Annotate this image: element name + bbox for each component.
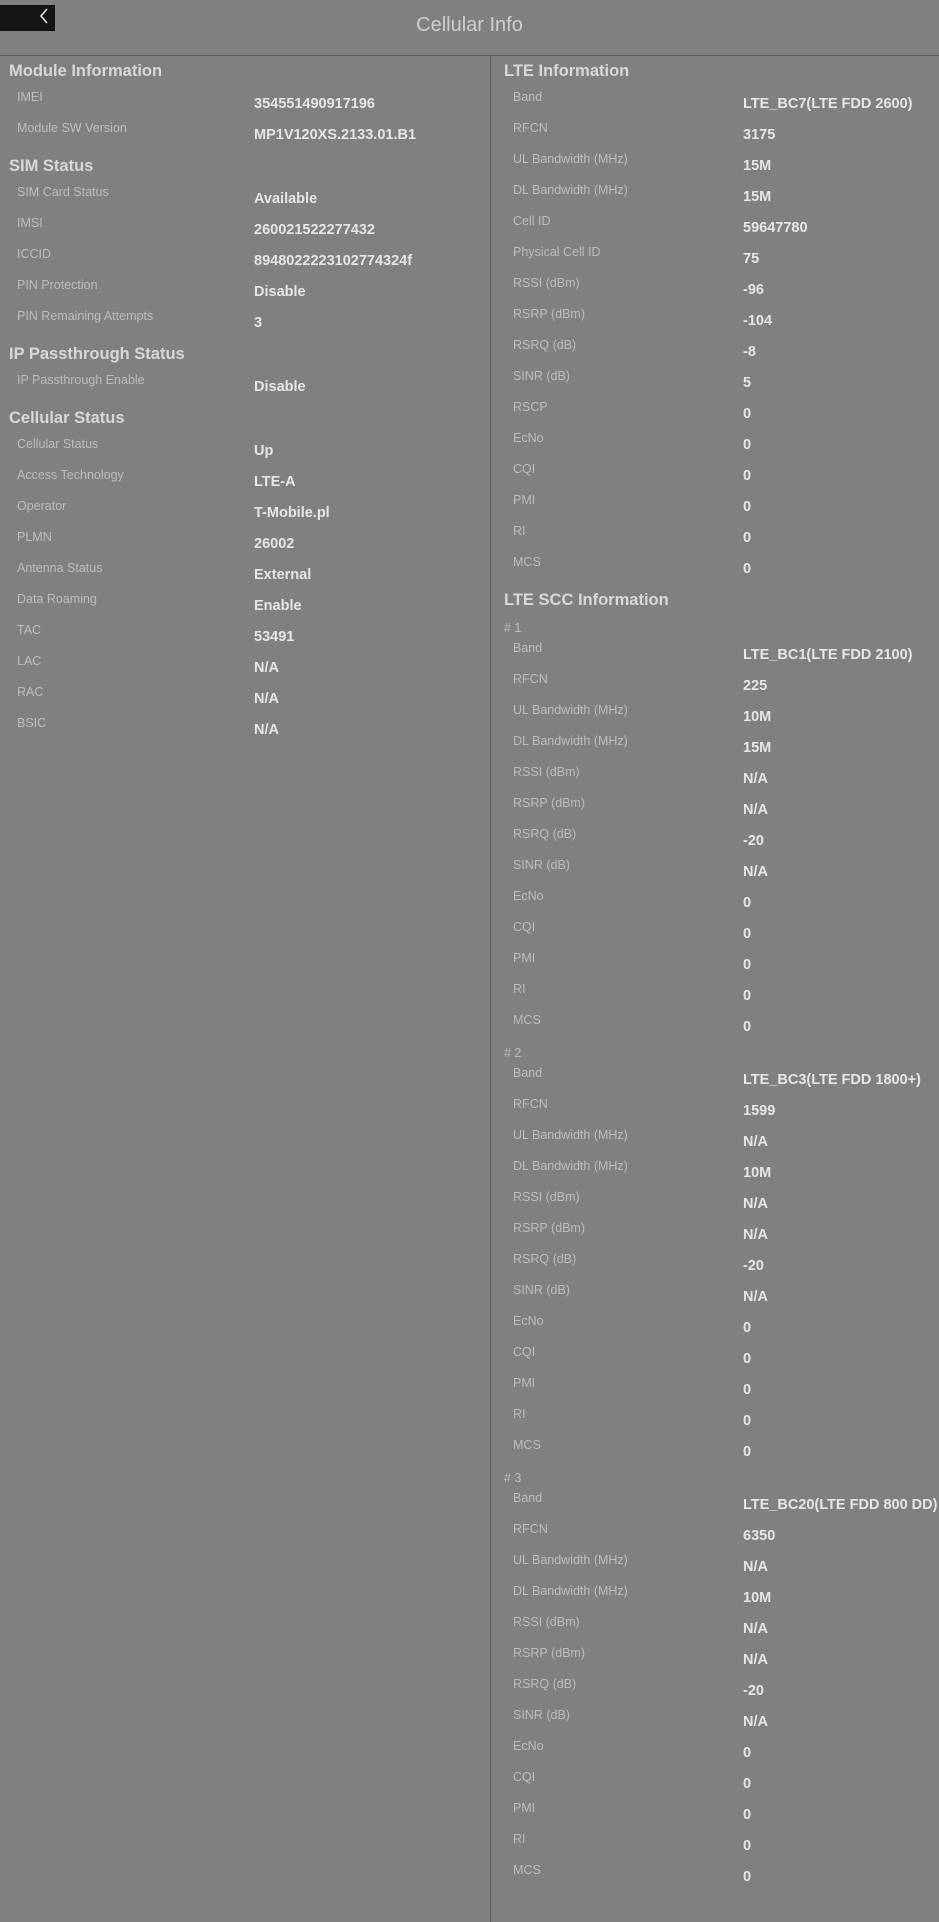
info-value: LTE-A <box>254 474 296 490</box>
info-value: 0 <box>743 1413 752 1429</box>
info-label: RSRP (dBm) <box>513 1221 586 1235</box>
info-value: 15M <box>743 189 772 205</box>
info-row-rsrq-db <box>491 1250 939 1281</box>
info-value: 0 <box>743 1444 752 1460</box>
info-label: EcNo <box>513 1314 544 1328</box>
info-value: 10M <box>743 709 772 725</box>
info-row-ul-bandwidth-mhz <box>491 1126 939 1157</box>
info-row-rssi-dbm <box>491 763 939 794</box>
info-row-rssi-dbm <box>491 274 939 305</box>
info-label: RSSI (dBm) <box>513 276 580 290</box>
info-value: 0 <box>743 1776 752 1792</box>
info-label: MCS <box>513 1438 541 1452</box>
info-row-pmi <box>491 1374 939 1405</box>
info-value: 15M <box>743 158 772 174</box>
info-row-ip-passthrough-enable <box>0 371 490 402</box>
info-label: PLMN <box>17 530 52 544</box>
info-label: RI <box>513 982 526 996</box>
info-label: Module SW Version <box>17 121 127 135</box>
info-row-sinr-db <box>491 1281 939 1312</box>
info-row-rssi-dbm <box>491 1613 939 1644</box>
info-row-mcs <box>491 1011 939 1042</box>
right-column <box>491 55 939 1892</box>
info-row-mcs <box>491 1861 939 1892</box>
info-label: RSSI (dBm) <box>513 765 580 779</box>
info-label: LAC <box>17 654 42 668</box>
info-value: Disable <box>254 379 306 395</box>
info-value: -96 <box>743 282 764 298</box>
info-value: 8948022223102774324f <box>254 253 413 269</box>
info-row-rac <box>0 683 490 714</box>
scc-group-2 <box>491 1042 939 1467</box>
info-value: 26002 <box>254 536 295 552</box>
info-row-sim-card-status <box>0 183 490 214</box>
info-value: 3175 <box>743 127 776 143</box>
info-label: Band <box>513 90 543 104</box>
info-value: 0 <box>743 957 752 973</box>
section-lte-information <box>491 55 939 584</box>
info-value: N/A <box>743 1652 768 1668</box>
info-label: RFCN <box>513 672 548 686</box>
info-row-dl-bandwidth-mhz <box>491 732 939 763</box>
info-label: Band <box>513 1491 543 1505</box>
info-value: 0 <box>743 1382 752 1398</box>
info-row-mcs <box>491 553 939 584</box>
section-ip-passthrough-status <box>0 338 490 402</box>
info-label: RSRP (dBm) <box>513 1646 586 1660</box>
info-row-plmn <box>0 528 490 559</box>
info-value: Up <box>254 443 274 459</box>
info-value: N/A <box>743 1134 768 1150</box>
info-row-rfcn <box>491 119 939 150</box>
info-row-dl-bandwidth-mhz <box>491 1582 939 1613</box>
info-row-rsrq-db <box>491 336 939 367</box>
info-row-operator <box>0 497 490 528</box>
info-label: DL Bandwidth (MHz) <box>513 1584 628 1598</box>
info-label: RSSI (dBm) <box>513 1190 580 1204</box>
info-label: IMEI <box>17 90 43 104</box>
left-column <box>0 55 490 745</box>
info-value: N/A <box>743 864 768 880</box>
info-label: EcNo <box>513 1739 544 1753</box>
info-value: N/A <box>254 722 279 738</box>
info-value: Disable <box>254 284 306 300</box>
info-value: N/A <box>743 802 768 818</box>
info-label: CQI <box>513 1345 536 1359</box>
info-row-pmi <box>491 1799 939 1830</box>
info-row-rsrp-dbm <box>491 1219 939 1250</box>
info-row-rssi-dbm <box>491 1188 939 1219</box>
info-row-ri <box>491 980 939 1011</box>
info-value: N/A <box>743 1714 768 1730</box>
info-row-ri <box>491 1405 939 1436</box>
info-value: 0 <box>743 406 752 422</box>
info-value: 0 <box>743 437 752 453</box>
info-value: 10M <box>743 1590 772 1606</box>
section-title: Module Information <box>9 62 163 80</box>
info-row-band <box>491 1064 939 1095</box>
info-row-sinr-db <box>491 367 939 398</box>
info-label: Cellular Status <box>17 437 99 451</box>
info-label: IP Passthrough Enable <box>17 373 145 387</box>
info-value: 0 <box>743 1807 752 1823</box>
info-row-physical-cell-id <box>491 243 939 274</box>
info-value: 10M <box>743 1165 772 1181</box>
info-label: DL Bandwidth (MHz) <box>513 734 628 748</box>
info-value: N/A <box>254 660 279 676</box>
info-row-cell-id <box>491 212 939 243</box>
info-row-rfcn <box>491 1520 939 1551</box>
info-value: Enable <box>254 598 302 614</box>
info-value: -20 <box>743 1683 764 1699</box>
info-label: RSSI (dBm) <box>513 1615 580 1629</box>
info-row-ecno <box>491 1312 939 1343</box>
info-value: 15M <box>743 740 772 756</box>
info-value: N/A <box>743 771 768 787</box>
info-row-rsrp-dbm <box>491 1644 939 1675</box>
scc-group-heading: # 2 <box>504 1046 522 1060</box>
scc-group-heading: # 1 <box>504 621 522 635</box>
info-row-module-sw-version <box>0 119 490 150</box>
info-row-bsic <box>0 714 490 745</box>
scc-group-3 <box>491 1467 939 1892</box>
info-row-rsrq-db <box>491 1675 939 1706</box>
info-label: DL Bandwidth (MHz) <box>513 183 628 197</box>
info-label: RSRQ (dB) <box>513 338 577 352</box>
info-value: 0 <box>743 499 752 515</box>
info-label: Data Roaming <box>17 592 97 606</box>
info-value: 0 <box>743 1320 752 1336</box>
info-value: N/A <box>743 1227 768 1243</box>
info-value: 0 <box>743 895 752 911</box>
section-lte-scc-information <box>491 584 939 1892</box>
info-value: 0 <box>743 530 752 546</box>
info-label: UL Bandwidth (MHz) <box>513 152 628 166</box>
info-value: 5 <box>743 375 752 391</box>
info-value: Available <box>254 191 318 207</box>
info-value: N/A <box>254 691 279 707</box>
info-row-antenna-status <box>0 559 490 590</box>
info-label: RSRQ (dB) <box>513 1677 577 1691</box>
info-row-ul-bandwidth-mhz <box>491 150 939 181</box>
info-label: Physical Cell ID <box>513 245 601 259</box>
scc-group-1 <box>491 617 939 1042</box>
info-row-ecno <box>491 887 939 918</box>
section-title: IP Passthrough Status <box>9 345 185 363</box>
info-row-rsrq-db <box>491 825 939 856</box>
info-row-rsrp-dbm <box>491 794 939 825</box>
info-label: SINR (dB) <box>513 1283 570 1297</box>
info-label: Access Technology <box>17 468 124 482</box>
info-row-cqi <box>491 1768 939 1799</box>
info-label: RSCP <box>513 400 548 414</box>
info-row-cqi <box>491 918 939 949</box>
info-value: N/A <box>743 1289 768 1305</box>
info-value: N/A <box>743 1196 768 1212</box>
info-value: T-Mobile.pl <box>254 505 330 521</box>
info-label: PMI <box>513 1376 536 1390</box>
info-value: -8 <box>743 344 756 360</box>
info-label: BSIC <box>17 716 47 730</box>
info-label: SIM Card Status <box>17 185 109 199</box>
info-value: 59647780 <box>743 220 808 236</box>
info-value: 75 <box>743 251 760 267</box>
info-row-cqi <box>491 1343 939 1374</box>
info-label: MCS <box>513 1013 541 1027</box>
info-label: Band <box>513 1066 543 1080</box>
info-label: RI <box>513 524 526 538</box>
info-value: LTE_BC7(LTE FDD 2600) <box>743 96 913 112</box>
info-row-ul-bandwidth-mhz <box>491 701 939 732</box>
info-value: N/A <box>743 1621 768 1637</box>
info-label: CQI <box>513 920 536 934</box>
info-row-rfcn <box>491 1095 939 1126</box>
info-row-cellular-status <box>0 435 490 466</box>
section-cellular-status <box>0 402 490 745</box>
info-row-ri <box>491 1830 939 1861</box>
info-label: RI <box>513 1832 526 1846</box>
info-label: PIN Protection <box>17 278 98 292</box>
info-label: EcNo <box>513 889 544 903</box>
info-label: RFCN <box>513 1097 548 1111</box>
info-label: SINR (dB) <box>513 1708 570 1722</box>
info-label: CQI <box>513 462 536 476</box>
info-label: RFCN <box>513 1522 548 1536</box>
info-row-band <box>491 88 939 119</box>
info-label: Operator <box>17 499 67 513</box>
info-label: RSRP (dBm) <box>513 796 586 810</box>
section-title: LTE Information <box>504 62 630 80</box>
info-label: PIN Remaining Attempts <box>17 309 154 323</box>
info-row-rsrp-dbm <box>491 305 939 336</box>
info-label: MCS <box>513 1863 541 1877</box>
info-label: IMSI <box>17 216 43 230</box>
info-label: RFCN <box>513 121 548 135</box>
info-row-rfcn <box>491 670 939 701</box>
info-label: PMI <box>513 1801 536 1815</box>
header-bar <box>0 0 939 56</box>
info-value: -20 <box>743 1258 764 1274</box>
info-label: RAC <box>17 685 44 699</box>
info-row-ecno <box>491 1737 939 1768</box>
info-value: 0 <box>743 926 752 942</box>
info-row-tac <box>0 621 490 652</box>
info-row-ul-bandwidth-mhz <box>491 1551 939 1582</box>
info-value: 0 <box>743 561 752 577</box>
info-label: UL Bandwidth (MHz) <box>513 1128 628 1142</box>
info-value: 0 <box>743 1869 752 1885</box>
info-row-dl-bandwidth-mhz <box>491 1157 939 1188</box>
info-label: RI <box>513 1407 526 1421</box>
info-value: LTE_BC1(LTE FDD 2100) <box>743 647 913 663</box>
info-value: 1599 <box>743 1103 776 1119</box>
info-value: 0 <box>743 1019 752 1035</box>
info-label: MCS <box>513 555 541 569</box>
info-value: 354551490917196 <box>254 96 375 112</box>
info-label: Antenna Status <box>17 561 103 575</box>
info-value: External <box>254 567 312 583</box>
info-row-pin-protection <box>0 276 490 307</box>
info-row-ri <box>491 522 939 553</box>
info-label: DL Bandwidth (MHz) <box>513 1159 628 1173</box>
info-value: 0 <box>743 1745 752 1761</box>
info-value: 3 <box>254 315 263 331</box>
info-value: 0 <box>743 1351 752 1367</box>
info-value: 260021522277432 <box>254 222 375 238</box>
info-value: LTE_BC20(LTE FDD 800 DD) <box>743 1497 938 1513</box>
info-value: 0 <box>743 468 752 484</box>
info-row-iccid <box>0 245 490 276</box>
section-title: Cellular Status <box>9 409 125 427</box>
info-row-rscp <box>491 398 939 429</box>
info-value: MP1V120XS.2133.01.B1 <box>254 127 417 143</box>
info-label: RSRQ (dB) <box>513 827 577 841</box>
info-row-data-roaming <box>0 590 490 621</box>
page-title: Cellular Info <box>416 14 523 36</box>
info-row-access-technology <box>0 466 490 497</box>
info-row-sinr-db <box>491 856 939 887</box>
info-row-imei <box>0 88 490 119</box>
info-value: 53491 <box>254 629 295 645</box>
info-value: -20 <box>743 833 764 849</box>
info-value: 225 <box>743 678 768 694</box>
info-label: Band <box>513 641 543 655</box>
info-label: PMI <box>513 493 536 507</box>
info-value: LTE_BC3(LTE FDD 1800+) <box>743 1072 921 1088</box>
info-label: PMI <box>513 951 536 965</box>
info-row-imsi <box>0 214 490 245</box>
section-title: LTE SCC Information <box>504 591 669 609</box>
info-row-dl-bandwidth-mhz <box>491 181 939 212</box>
info-row-band <box>491 639 939 670</box>
info-row-pmi <box>491 949 939 980</box>
info-label: TAC <box>17 623 42 637</box>
info-value: 0 <box>743 988 752 1004</box>
info-row-pin-remaining-attempts <box>0 307 490 338</box>
section-sim-status <box>0 150 490 338</box>
info-row-pmi <box>491 491 939 522</box>
info-label: SINR (dB) <box>513 369 570 383</box>
info-label: UL Bandwidth (MHz) <box>513 1553 628 1567</box>
info-row-band <box>491 1489 939 1520</box>
info-label: CQI <box>513 1770 536 1784</box>
info-label: Cell ID <box>513 214 551 228</box>
section-module-information <box>0 55 490 150</box>
info-label: RSRQ (dB) <box>513 1252 577 1266</box>
info-label: ICCID <box>17 247 52 261</box>
info-row-lac <box>0 652 490 683</box>
info-row-mcs <box>491 1436 939 1467</box>
info-label: EcNo <box>513 431 544 445</box>
info-row-ecno <box>491 429 939 460</box>
section-title: SIM Status <box>9 157 94 175</box>
info-row-cqi <box>491 460 939 491</box>
info-label: SINR (dB) <box>513 858 570 872</box>
info-value: 0 <box>743 1838 752 1854</box>
scc-group-heading: # 3 <box>504 1471 522 1485</box>
info-label: RSRP (dBm) <box>513 307 586 321</box>
info-row-sinr-db <box>491 1706 939 1737</box>
info-value: N/A <box>743 1559 768 1575</box>
info-label: UL Bandwidth (MHz) <box>513 703 628 717</box>
info-value: -104 <box>743 313 773 329</box>
info-value: 6350 <box>743 1528 776 1544</box>
